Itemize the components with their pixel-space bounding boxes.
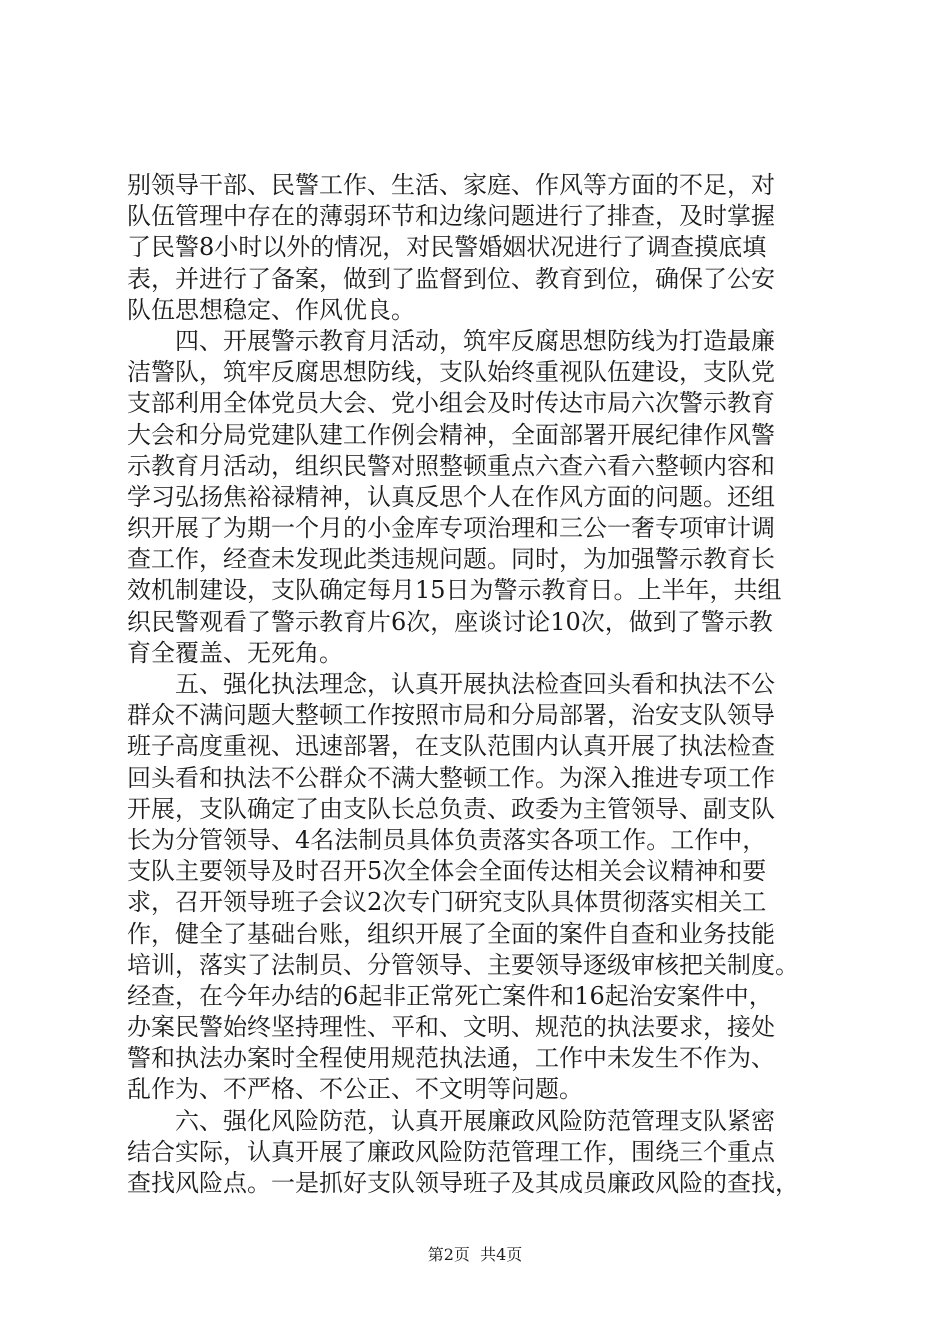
text-line: 结合实际，认真开展了廉政风险防范管理工作，围绕三个重点 xyxy=(127,1137,775,1166)
text-line: 效机制建设，支队确定每月15日为警示教育日。上半年，共组 xyxy=(127,576,782,605)
text-line: 别领导干部、民警工作、生活、家庭、作风等方面的不足，对 xyxy=(127,171,775,199)
text-line: 乱作为、不严格、不公正、不文明等问题。 xyxy=(127,1075,583,1104)
text-line: 警和执法办案时全程使用规范执法通，工作中未发生不作为、 xyxy=(127,1044,775,1073)
text-line: 开展，支队确定了由支队长总负责、政委为主管领导、副支队 xyxy=(127,794,775,823)
text-line: 求，召开领导班子会议2次专门研究支队具体贯彻落实相关工 xyxy=(127,888,767,917)
text-line: 队伍思想稳定、作风优良。 xyxy=(127,295,415,324)
section-six-heading-line: 六、强化风险防范，认真开展廉政风险防范管理支队紧密 xyxy=(175,1106,775,1135)
section-four-heading-line: 四、开展警示教育月活动，筑牢反腐思想防线为打造最廉 xyxy=(175,326,775,355)
text-line: 示教育月活动，组织民警对照整顿重点六查六看六整顿内容和 xyxy=(127,451,775,480)
body-text xyxy=(127,170,833,1199)
page-footer: 第2页 共4页 xyxy=(427,1245,523,1264)
text-line: 了民警8小时以外的情况，对民警婚姻状况进行了调查摸底填 xyxy=(127,233,767,262)
text-line: 群众不满问题大整顿工作按照市局和分局部署，治安支队领导 xyxy=(127,701,775,730)
text-line: 育全覆盖、无死角。 xyxy=(127,638,343,667)
text-line: 长为分管领导、4名法制员具体负责落实各项工作。工作中， xyxy=(127,825,767,854)
text-line: 作，健全了基础台账，组织开展了全面的案件自查和业务技能 xyxy=(127,919,775,948)
text-line: 查找风险点。一是抓好支队领导班子及其成员廉政风险的查找， xyxy=(127,1169,799,1197)
text-line: 查工作，经查未发现此类违规问题。同时，为加强警示教育长 xyxy=(127,545,775,574)
text-line: 织开展了为期一个月的小金库专项治理和三公一奢专项审计调 xyxy=(127,514,775,543)
text-line: 回头看和执法不公群众不满大整顿工作。为深入推进专项工作 xyxy=(127,763,775,792)
text-line: 织民警观看了警示教育片6次，座谈讨论10次，做到了警示教 xyxy=(127,607,773,636)
text-line: 学习弘扬焦裕禄精神，认真反思个人在作风方面的问题。还组 xyxy=(127,482,775,511)
text-line: 大会和分局党建队建工作例会精神，全面部署开展纪律作风警 xyxy=(127,420,775,449)
text-line: 队伍管理中存在的薄弱环节和边缘问题进行了排查，及时掌握 xyxy=(127,202,775,231)
text-line: 支队主要领导及时召开5次全体会全面传达相关会议精神和要 xyxy=(127,857,767,886)
text-line: 支部利用全体党员大会、党小组会及时传达市局六次警示教育 xyxy=(127,389,775,418)
text-line: 班子高度重视、迅速部署，在支队范围内认真开展了执法检查 xyxy=(127,732,775,761)
text-line: 培训，落实了法制员、分管领导、主要领导逐级审核把关制度。 xyxy=(127,950,799,979)
section-five-heading-line: 五、强化执法理念，认真开展执法检查回头看和执法不公 xyxy=(175,670,775,698)
text-line: 表，并进行了备案，做到了监督到位、教育到位，确保了公安 xyxy=(127,264,775,293)
text-line: 洁警队，筑牢反腐思想防线，支队始终重视队伍建设，支队党 xyxy=(127,358,775,387)
text-line: 经查，在今年办结的6起非正常死亡案件和16起治安案件中， xyxy=(127,981,773,1010)
text-line: 办案民警始终坚持理性、平和、文明、规范的执法要求，接处 xyxy=(127,1013,775,1042)
